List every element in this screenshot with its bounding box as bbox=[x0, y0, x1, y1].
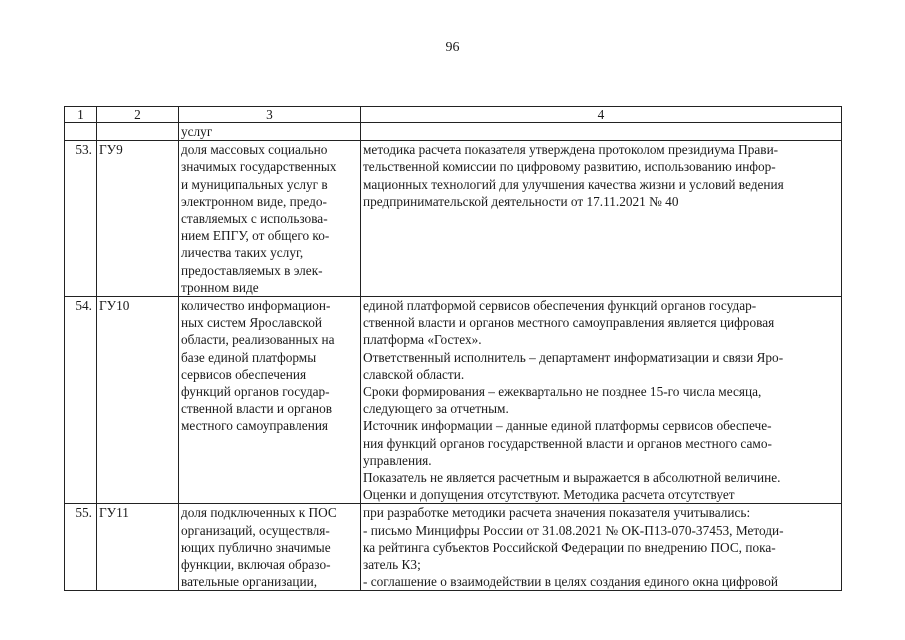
methodology-line: славской области. bbox=[363, 366, 465, 382]
methodology-cell bbox=[361, 297, 842, 504]
indicator-name-line: электронном виде, предо- bbox=[181, 193, 327, 209]
header-cell-1: 1 bbox=[65, 107, 97, 123]
methodology-line: методика расчета показателя утверждена протоколом президиума Прави- bbox=[363, 142, 779, 158]
indicator-name-line: функций органов государ- bbox=[181, 384, 330, 400]
methodology-line: единой платформой сервисов обеспечения функций органов государ- bbox=[363, 298, 757, 314]
indicator-name-line: ственной власти и органов bbox=[181, 401, 333, 417]
indicator-code-cell: ГУ11 bbox=[97, 504, 179, 591]
indicator-name-line: области, реализованных на bbox=[181, 332, 335, 348]
page-number: 96 bbox=[445, 40, 460, 55]
table-row-continuation bbox=[65, 123, 842, 141]
indicator-table bbox=[64, 106, 842, 591]
methodology-line: - соглашение о взаимодействии в целях создания единого окна цифровой bbox=[363, 574, 779, 590]
indicator-name-line: личества таких услуг, bbox=[181, 245, 304, 261]
indicator-code-cell bbox=[97, 123, 179, 141]
table-row bbox=[65, 141, 842, 297]
indicator-name-line: нием ЕПГУ, от общего ко- bbox=[181, 228, 330, 244]
methodology-line: тельственной комиссии по цифровому развитию, использованию инфор- bbox=[363, 159, 776, 175]
methodology-line: Показатель не является расчетным и выражается в абсолютной величине. bbox=[363, 470, 781, 486]
methodology-line: платформа «Гостех». bbox=[363, 332, 482, 348]
row-number-cell: 55. bbox=[65, 504, 97, 591]
methodology-cell bbox=[361, 141, 842, 297]
methodology-line: ния функций органов государственной власти и органов местного само- bbox=[363, 435, 772, 451]
methodology-line: ственной власти и органов местного самоуправления является цифровая bbox=[363, 315, 775, 331]
methodology-cell bbox=[361, 504, 842, 591]
table-row bbox=[65, 504, 842, 591]
indicator-name-line: вательные организации, bbox=[181, 574, 318, 590]
methodology-line: Оценки и допущения отсутствуют. Методика расчета отсутствует bbox=[363, 487, 735, 503]
methodology-line: Сроки формирования – ежеквартально не позднее 15-го числа месяца, bbox=[363, 384, 762, 400]
methodology-line: затель К3; bbox=[363, 557, 421, 573]
methodology-line: - письмо Минцифры России от 31.08.2021 № ОК-П13-070-37453, Методи- bbox=[363, 522, 784, 538]
methodology-line: следующего за отчетным. bbox=[363, 401, 509, 417]
methodology-line: управления. bbox=[363, 452, 432, 468]
indicator-code-cell: ГУ9 bbox=[97, 141, 179, 297]
indicator-name-cell bbox=[179, 141, 361, 297]
indicator-name-line: сервисов обеспечения bbox=[181, 366, 307, 382]
indicator-name-line: доля подключенных к ПОС bbox=[181, 505, 337, 521]
indicator-name-line: значимых государственных bbox=[181, 159, 337, 175]
indicator-name-line: функции, включая образо- bbox=[181, 557, 331, 573]
indicator-name-cell bbox=[179, 297, 361, 504]
header-cell-4: 4 bbox=[361, 107, 842, 123]
indicator-name-line: организаций, осуществля- bbox=[181, 522, 330, 538]
indicator-name-line: тронном виде bbox=[181, 279, 259, 295]
indicator-code-cell: ГУ10 bbox=[97, 297, 179, 504]
header-cell-3: 3 bbox=[179, 107, 361, 123]
table-row bbox=[65, 297, 842, 504]
indicator-name-line: базе единой платформы bbox=[181, 349, 317, 365]
indicator-name-line: ставляемых с использова- bbox=[181, 211, 328, 227]
row-number-cell: 54. bbox=[65, 297, 97, 504]
methodology-line: при разработке методики расчета значения показателя учитывались: bbox=[363, 505, 751, 521]
indicator-name-line: доля массовых социально bbox=[181, 142, 328, 158]
methodology-line: Ответственный исполнитель – департамент информатизации и связи Яро- bbox=[363, 349, 784, 365]
indicator-name-line: и муниципальных услуг в bbox=[181, 176, 328, 192]
table-header-row bbox=[65, 107, 842, 123]
header-cell-2: 2 bbox=[97, 107, 179, 123]
row-number-cell: 53. bbox=[65, 141, 97, 297]
methodology-line: Источник информации – данные единой платформы сервисов обеспече- bbox=[363, 418, 772, 434]
indicator-name-line: предоставляемых в элек- bbox=[181, 262, 323, 278]
indicator-name-line: ных систем Ярославской bbox=[181, 315, 322, 331]
methodology-line: предпринимательской деятельности от 17.11.2021 № 40 bbox=[363, 193, 679, 209]
methodology-cell bbox=[361, 123, 842, 141]
indicator-name-line: местного самоуправления bbox=[181, 418, 329, 434]
indicator-name-line: услуг bbox=[181, 124, 213, 139]
indicator-name-cell bbox=[179, 123, 361, 141]
methodology-line: ка рейтинга субъектов Российской Федерации по внедрению ПОС, пока- bbox=[363, 539, 776, 555]
methodology-line: мационных технологий для улучшения качества жизни и условий ведения bbox=[363, 176, 784, 192]
empty-cell-spacer bbox=[363, 123, 839, 140]
indicator-name-line: количество информацион- bbox=[181, 298, 331, 314]
row-number-cell bbox=[65, 123, 97, 141]
indicator-name-line: ющих публично значимые bbox=[181, 539, 331, 555]
indicator-name-cell bbox=[179, 504, 361, 591]
